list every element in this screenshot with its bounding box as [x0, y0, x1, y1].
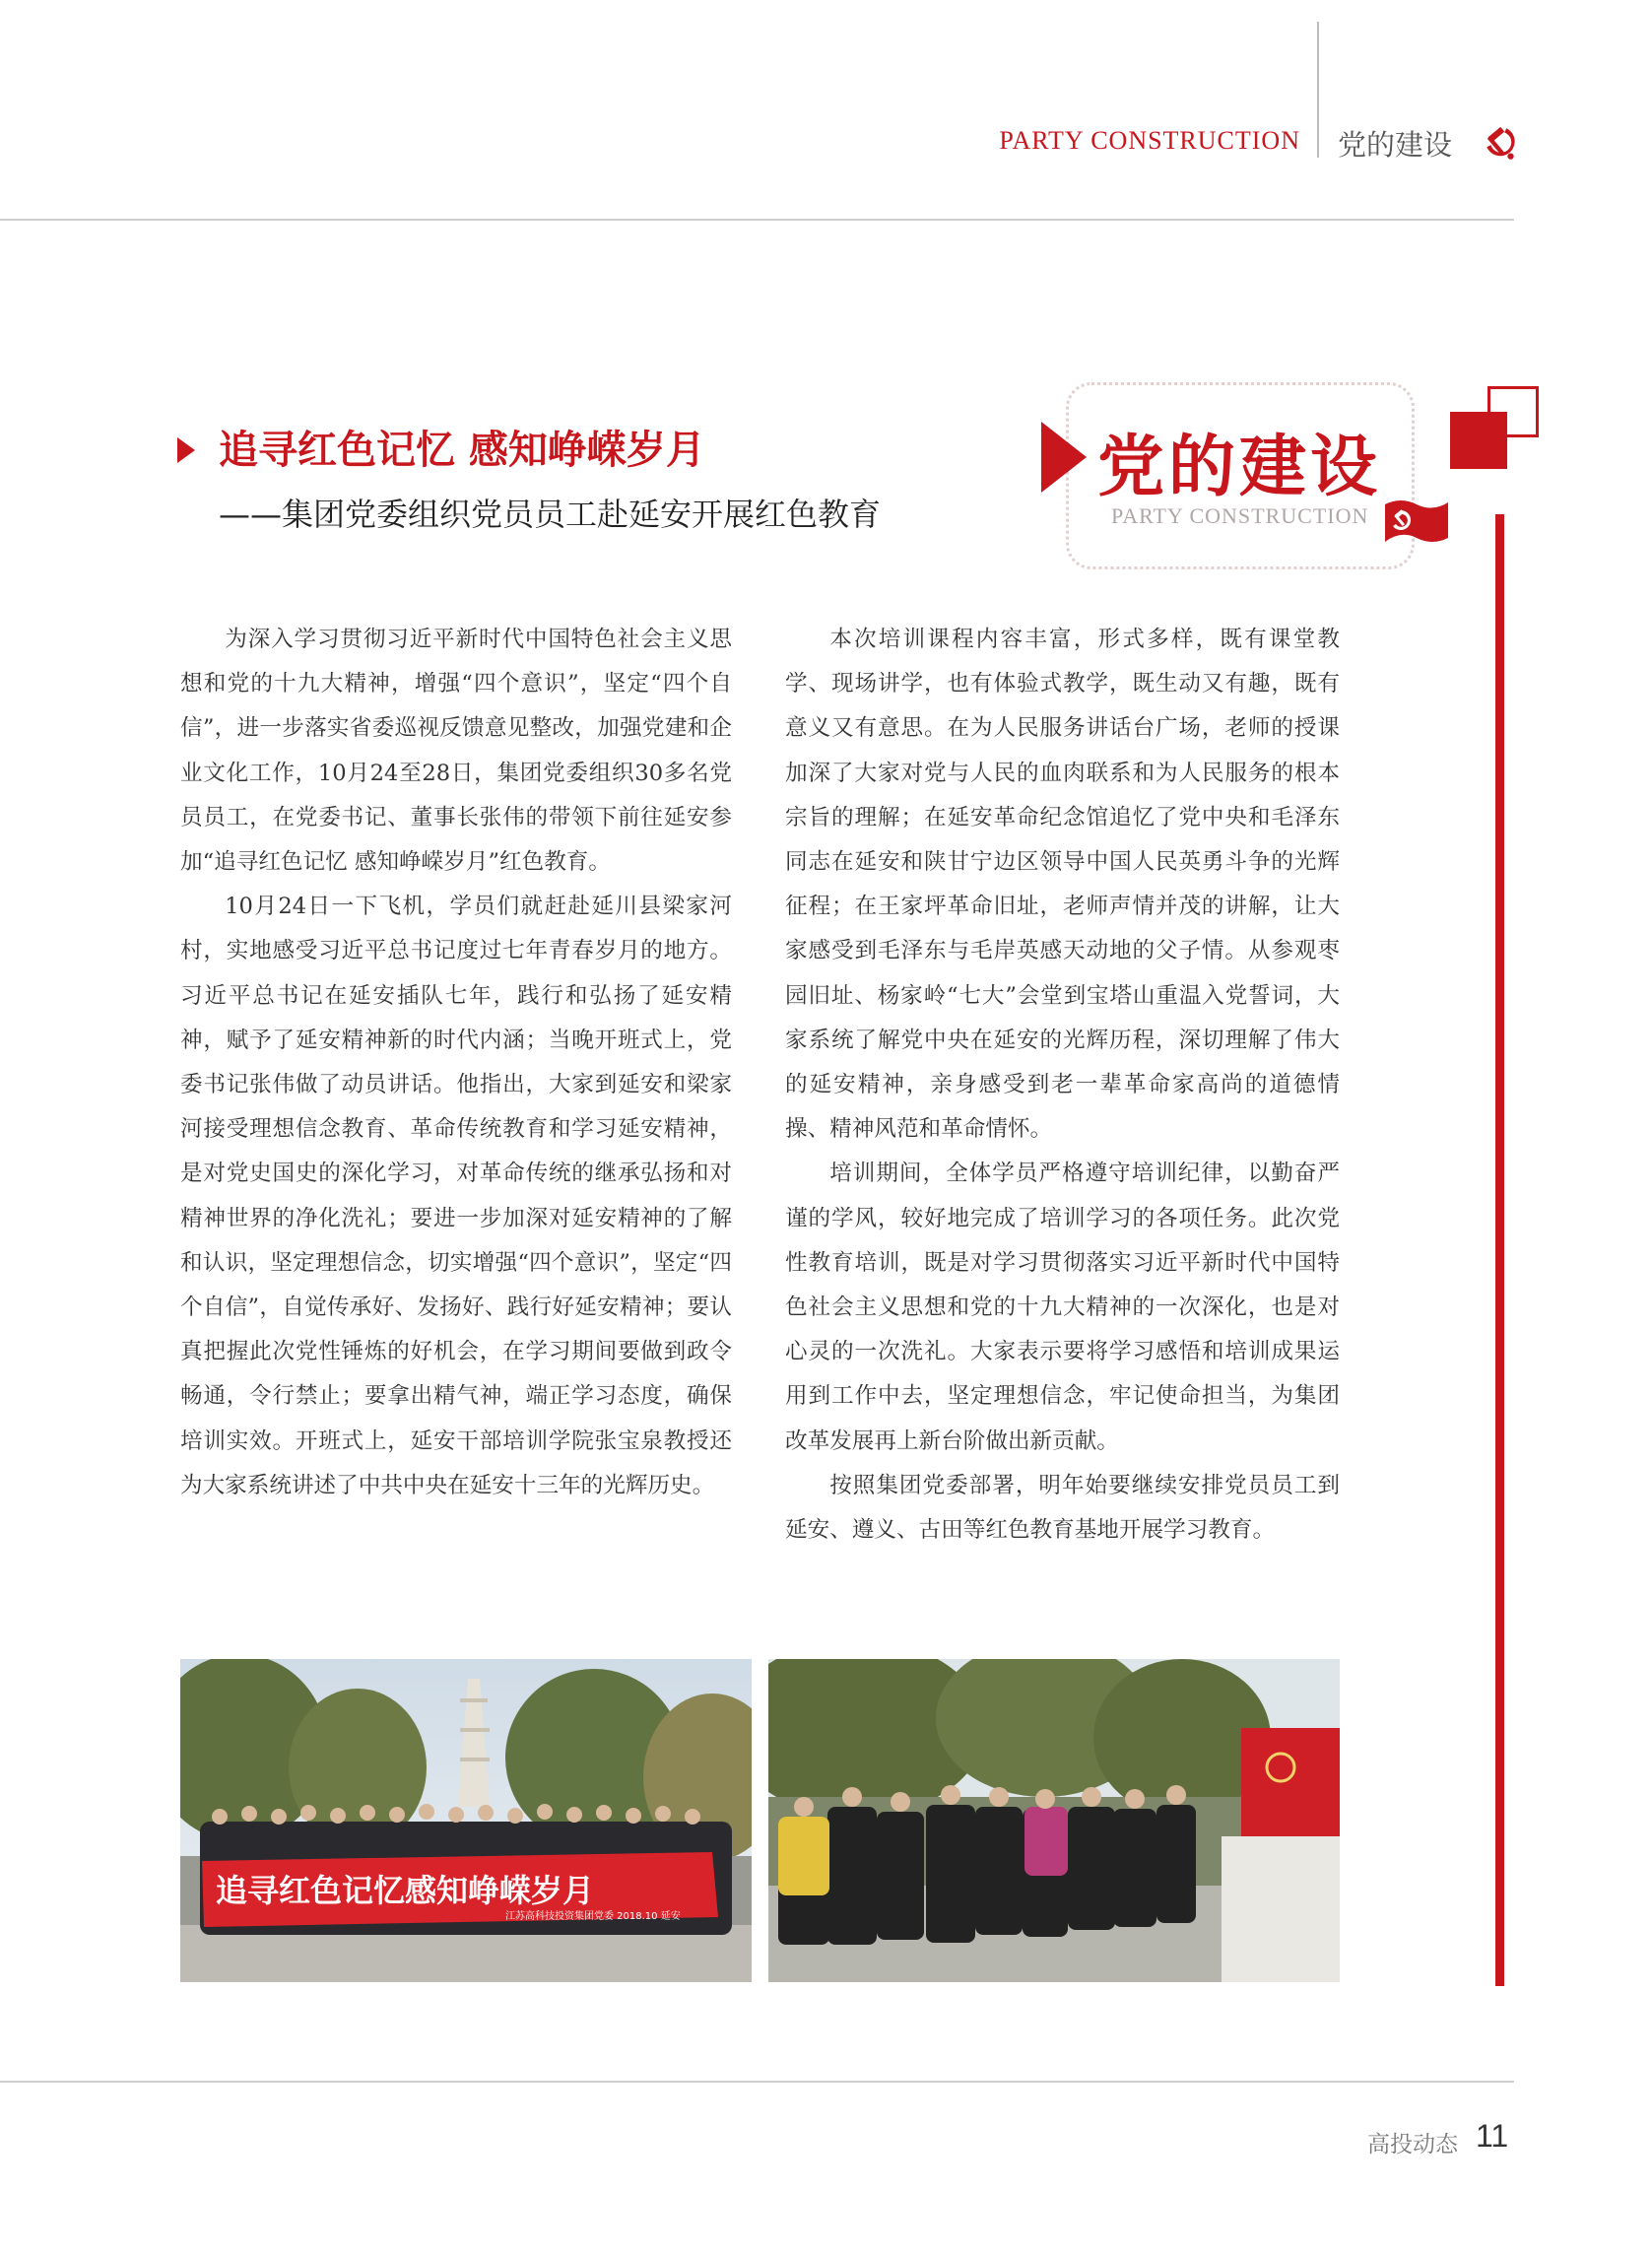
photo-group-monument — [768, 1659, 1340, 1982]
badge-arrow-icon — [1041, 422, 1087, 493]
paragraph: 为深入学习贯彻习近平新时代中国特色社会主义思想和党的十九大精神，增强“四个意识”，坚定“四个自信”，进一步落实省委巡视反馈意见整改，加强党建和企业文化工作，10月24至28日，集团党委组织30多名党员员工，在党委书记、董事长张伟的带领下前往延安参加“追寻红色记忆 感知峥嵘岁月”红色教育。 — [180, 627, 732, 876]
header-divider — [1317, 22, 1319, 158]
article-subtitle: ——集团党委组织党员员工赴延安开展红色教育 — [219, 496, 882, 533]
banner-text: 追寻红色记忆感知峥嵘岁月 — [216, 1872, 595, 1909]
badge-title-en: PARTY CONSTRUCTION — [1111, 503, 1369, 528]
article-column-left — [180, 618, 732, 1508]
party-flag-icon — [1381, 495, 1452, 552]
paragraph: 培训期间，全体学员严格遵守培训纪律，以勤奋严谨的学风，较好地完成了培训学习的各项任务。此次党性教育培训，既是对学习贯彻落实习近平新时代中国特色社会主义思想和党的十九大精神的一次深化，也是对心灵的一次洗礼。大家表示要将学习感悟和培训成果运用到工作中去，坚定理想信念，牢记使命担当，为集团改革发展再上新台阶做出新贡献。 — [785, 1161, 1340, 1454]
page-number: 11 — [1476, 2118, 1509, 2154]
hammer-sickle-icon — [1480, 122, 1521, 164]
decor-vertical-bar — [1495, 514, 1504, 1986]
badge-title-cn: 党的建设 — [1097, 428, 1382, 506]
paragraph: 按照集团党委部署，明年始要继续安排党员员工到延安、遵义、古田等红色教育基地开展学习教育。 — [785, 1472, 1340, 1544]
paragraph: 10月24日一下飞机，学员们就赶赴延川县梁家河村，实地感受习近平总书记度过七年青春岁月的地方。习近平总书记在延安插队七年，践行和弘扬了延安精神，赋予了延安精神新的时代内涵；当晚开班式上，党委书记张伟做了动员讲话。他指出，大家到延安和梁家河接受理想信念教育、革命传统教育和学习延安精神，是对党史国史的深化学习，对革命传统的继承弘扬和对精神世界的净化洗礼；要进一步加深对延安精神的了解和认识，坚定理想信念，切实增强“四个意识”，坚定“四个自信”，自觉传承好、发扬好、践行好延安精神；要认真把握此次党性锤炼的好机会，在学习期间要做到政令畅通，令行禁止；要拿出精气神，端正学习态度，确保培训实效。开班式上，延安干部培训学院张宝泉教授还为大家系统讲述了中共中央在延安十三年的光辉历史。 — [180, 894, 732, 1498]
footer-magazine-name: 高投动态 — [1367, 2132, 1458, 2157]
paragraph: 本次培训课程内容丰富，形式多样，既有课堂教学、现场讲学，也有体验式教学，既生动又有趣，既有意义又有意思。在为人民服务讲话台广场，老师的授课加深了大家对党与人民的血肉联系和为人民服务的根本宗旨的理解；在延安革命纪念馆追忆了党中央和毛泽东同志在延安和陕甘宁边区领导中国人民英勇斗争的光辉征程；在王家坪革命旧址，老师声情并茂的讲解，让大家感受到毛泽东与毛岸英感天动地的父子情。从参观枣园旧址、杨家岭“七大”会堂到宝塔山重温入党誓词，大家系统了解党中央在延安的光辉历程，深切理解了伟大的延安精神，亲身感受到老一辈革命家高尚的道德情操、精神风范和革命情怀。 — [785, 627, 1340, 1143]
footer-rule — [0, 2081, 1514, 2083]
header-section-cn: 党的建设 — [1338, 128, 1453, 162]
header-rule — [0, 219, 1514, 221]
title-arrow-icon — [177, 437, 195, 463]
article-column-right — [785, 618, 1340, 1553]
article-title: 追寻红色记忆 感知峥嵘岁月 — [219, 428, 705, 473]
header-section-en: PARTY CONSTRUCTION — [999, 126, 1300, 155]
photo-group-banner — [180, 1659, 752, 1982]
decor-square-fill — [1450, 412, 1507, 469]
banner-small-text: 江苏高科技投资集团党委 2018.10 延安 — [505, 1911, 681, 1922]
